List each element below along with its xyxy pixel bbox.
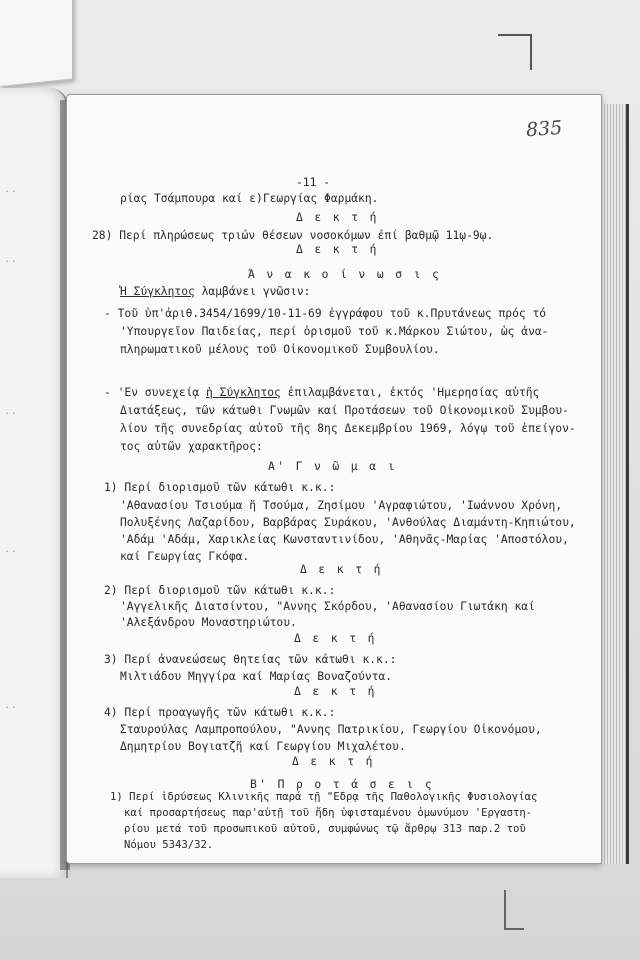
underlined-subject: ἡ Σύγκλητος <box>206 386 281 399</box>
text-fragment: - 'Εν συνεχείᾳ <box>104 386 207 399</box>
text-fragment: ἐπιλαμβάνεται, ἐκτός 'Ημερησίας αὐτῆς <box>280 386 540 399</box>
proposal-1-title: 1) Περί ἱδρύσεως Κλινικῆς παρά τῇ "Εδρᾳ τῆς Παθολογικῆς Φυσιολογίας <box>110 791 538 803</box>
corner-mark <box>498 34 532 70</box>
item-28: 28) Περί πληρώσεως τριών θέσεων νοσοκόμων έπί βαθμῷ 11ῳ-9ῳ. <box>92 229 494 242</box>
left-margin-mark: .. <box>4 700 19 711</box>
announcement-intro <box>120 285 310 299</box>
left-margin-mark: .. <box>4 406 19 417</box>
decision-accepted: Δ ε κ τ ή <box>292 755 375 768</box>
text-line: 'Αγγελικῆς Διατσίντου, "Αννης Σκόρδου, 'Αθανασίου Γιωτάκη καί <box>120 600 535 613</box>
text-line: Διατάξεως, τῶν κάτωθι Γνωμῶν καί Προτάσεων τοῦ Οἰκονομικοῦ Συμβου- <box>120 404 569 417</box>
item-4-title: 4) Περί προαγωγῆς τῶν κάτωθι κ.κ.: <box>104 706 336 719</box>
folio-number: 835 <box>525 116 563 142</box>
decision-accepted: Δ ε κ τ ή <box>296 211 379 224</box>
text-line: Σταυρούλας Λαμπροπούλου, "Αννης Πατρικίου, Γεωργίου Οἰκονόμου, <box>120 723 542 736</box>
announcement-heading: Ά ν α κ ο ί ν ω σ ι ς <box>248 268 442 281</box>
text-line: Δημητρίου Βογιατζῆ καί Γεωργίου Μιχαλέτου. <box>120 740 406 753</box>
text-line: Πολυξένης Λαζαρίδου, Βαρβάρας Συράκου, 'Ανθούλας Διαμάντη-Κηπιώτου, <box>120 516 576 529</box>
text-line: Μιλτιάδου Μηγγίρα καί Μαρίας Βοναζούντα. <box>120 670 393 683</box>
section-heading-proposals: Β' Π ρ ο τ ά σ ε ι ς <box>250 778 435 791</box>
text-line: ρίου μετά τοῦ προσωπικοῦ αὐτοῦ, συμφώνως τῷ ἄρθρῳ 313 παρ.2 τοῦ <box>124 823 526 835</box>
item-1-title: 1) Περί διορισμοῦ τῶν κάτωθι κ.κ.: <box>104 481 336 494</box>
text-line: 'Αθανασίου Τσιούμα ἤ Τσούμα, Ζησίμου 'Αγραφιώτου, 'Ιωάννου Χρόνη, <box>120 499 563 512</box>
underlined-subject: Ἡ Σύγκλητος <box>120 285 195 298</box>
left-margin-mark: .. <box>4 544 19 555</box>
text-line: λίου τῆς συνεδρίας αὐτοῦ τῆς 8ης Δεκεμβρίου 1969, λόγῳ τοῦ ἐπείγον- <box>120 422 576 435</box>
decision-accepted: Δ ε κ τ ή <box>296 243 379 256</box>
text-line: 'Αδάμ 'Αδάμ, Χαρικλείας Κωνσταντινίδου, 'Αθηνᾶς-Μαρίας 'Αποστόλου, <box>120 533 569 546</box>
text-line: καί Γεωργίας Γκόφα. <box>120 550 250 563</box>
text-line: καί προσαρτήσεως παρ'αὐτῇ τοῦ ἤδη ὑφισταμένου ὁμωνύμου 'Εργαστη- <box>124 807 533 819</box>
bottom-corner-mark <box>504 890 524 930</box>
text-line: - Τοῦ ὑπ'ἀριθ.3454/1699/10-11-69 ἐγγράφου τοῦ κ.Πρυτάνεως πρός τό <box>104 307 547 320</box>
text-line: τος αὐτῶν χαρακτῆρος: <box>120 440 263 453</box>
text-line: πληρωματικοῦ μέλους τοῦ Οἰκονομικοῦ Συμβουλίου. <box>120 343 440 356</box>
left-margin-mark: .. <box>4 254 19 265</box>
decision-accepted: Δ ε κ τ ή <box>294 632 377 645</box>
text-line: ρίας Τσάμπουρα καί ε)Γεωργίας Φαρμάκη. <box>120 192 379 205</box>
text-line <box>104 386 539 400</box>
text-line: 'Αλεξάνδρου Μοναστηριώτου. <box>120 616 297 629</box>
decision-accepted: Δ ε κ τ ή <box>300 563 383 576</box>
left-facing-page <box>0 88 68 878</box>
text-line: 'Υπουργεῖον Παιδείας, περί ὁρισμοῦ τοῦ κ.Μάρκου Σιώτου, ὡς ἀνα- <box>120 325 549 338</box>
left-margin-mark: .. <box>4 184 19 195</box>
item-2-title: 2) Περί διορισμοῦ τῶν κάτωθι κ.κ.: <box>104 584 336 597</box>
torn-paper-slip <box>0 0 73 87</box>
text-line: Νόμου 5343/32. <box>124 839 214 851</box>
text-fragment: λαμβάνει γνῶσιν: <box>194 285 311 298</box>
section-heading-opinions: Α' Γ ν ῶ μ α ι <box>268 460 397 473</box>
page-number: -11 - <box>296 176 331 189</box>
item-3-title: 3) Περί ἀνανεώσεως θητείας τῶν κάτωθι κ.κ.: <box>104 653 397 666</box>
decision-accepted: Δ ε κ τ ή <box>294 685 377 698</box>
